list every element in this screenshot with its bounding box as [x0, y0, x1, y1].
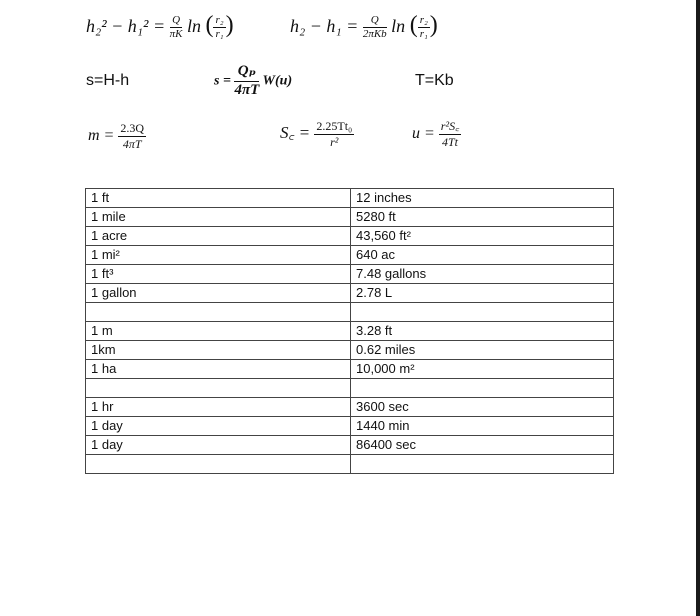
- formula-lhs: s =: [214, 73, 231, 89]
- fraction: $\frac{\text{r²S꜀}}{4Tt}$: [440, 119, 460, 149]
- table-cell-right: [351, 379, 614, 398]
- table-cell-right: [351, 455, 614, 474]
- table-cell-right: 3.28 ft: [351, 322, 614, 341]
- page-edge-border: [696, 0, 700, 616]
- table-row-spacer: [86, 379, 614, 398]
- table-cell-right: 1440 min: [351, 417, 614, 436]
- formula-lhs: m =: [88, 126, 115, 144]
- formula-drawdown: s=H-h: [86, 72, 130, 89]
- formula-confined-radial: h₂² − h₁² = $\frac{Q}{\pi K}$ ln ( $\frac{\text{r₂}}{\text{r₁}}$ ): [86, 12, 234, 41]
- table-row: [86, 322, 614, 341]
- table-cell-right: 7.48 gallons: [351, 265, 614, 284]
- table-cell-left: 1 hr: [86, 398, 351, 417]
- table-cell-left: [86, 303, 351, 322]
- formula-storativity: [280, 120, 354, 148]
- table-cell-right: [351, 303, 614, 322]
- formula-lhs: S꜀ =: [280, 123, 311, 142]
- table-cell-right: 5280 ft: [351, 208, 614, 227]
- table-cell-left: 1 day: [86, 436, 351, 455]
- table-cell-left: 1 ft: [86, 189, 351, 208]
- fraction: $\frac{Q}{\pi K}$: [169, 13, 183, 41]
- table-cell-right: 0.62 miles: [351, 341, 614, 360]
- table-cell-right: 2.78 L: [351, 284, 614, 303]
- formula-lhs: h₂ − h₁ =: [290, 16, 359, 36]
- table-row: [86, 341, 614, 360]
- fraction: $\frac{\text{Qₚ}}{4\pi T}$: [234, 63, 260, 98]
- table-row: [86, 265, 614, 284]
- table-row: [86, 246, 614, 265]
- table-row: [86, 417, 614, 436]
- table-row: [86, 398, 614, 417]
- formula-transmissivity: T=Kb: [415, 72, 454, 89]
- table-cell-right: 3600 sec: [351, 398, 614, 417]
- fraction: $\frac{2.3Q}{4\pi T}$: [120, 121, 145, 151]
- table-cell-right: 640 ac: [351, 246, 614, 265]
- table-row: [86, 360, 614, 379]
- table-row-spacer: [86, 303, 614, 322]
- fraction: $\frac{\text{2.25Tt₀}}{\text{r²}}$: [316, 119, 353, 149]
- table-cell-left: 1 acre: [86, 227, 351, 246]
- ln-fraction: $\frac{\text{r₂}}{\text{r₁}}$: [419, 13, 428, 41]
- table-cell-left: 1 gallon: [86, 284, 351, 303]
- fraction: $\frac{Q}{\text{2πKb}}$: [362, 13, 387, 41]
- formula-unconfined-radial: h₂ − h₁ = $\frac{Q}{\text{2πKb}}$ ln ( $\frac{\text{r₂}}{\text{r₁}}$ ): [290, 12, 438, 41]
- table-row: [86, 436, 614, 455]
- table-row: [86, 284, 614, 303]
- formula-u: [412, 120, 461, 148]
- table-row-spacer: [86, 455, 614, 474]
- table-cell-right: 10,000 m²: [351, 360, 614, 379]
- table-cell-left: 1 ft³: [86, 265, 351, 284]
- table-cell-right: 12 inches: [351, 189, 614, 208]
- table-cell-left: [86, 455, 351, 474]
- table-cell-left: 1km: [86, 341, 351, 360]
- table-cell-right: 43,560 ft²: [351, 227, 614, 246]
- formula-slope: [88, 122, 146, 150]
- table-cell-left: 1 day: [86, 417, 351, 436]
- formula-theis: s = $\frac{\text{Qₚ}}{4\pi T}$ W(u): [214, 63, 293, 98]
- table-row: [86, 227, 614, 246]
- formula-lhs: u =: [412, 124, 435, 142]
- table-cell-left: 1 mile: [86, 208, 351, 227]
- table-cell-left: 1 ha: [86, 360, 351, 379]
- table-row: [86, 208, 614, 227]
- table-cell-left: 1 m: [86, 322, 351, 341]
- unit-conversion-table: [85, 188, 614, 474]
- table-cell-right: 86400 sec: [351, 436, 614, 455]
- ln-fraction: $\frac{\text{r₂}}{\text{r₁}}$: [215, 13, 224, 41]
- table-row: [86, 189, 614, 208]
- table-cell-left: 1 mi²: [86, 246, 351, 265]
- formula-lhs: h₂² − h₁² =: [86, 16, 166, 36]
- table-cell-left: [86, 379, 351, 398]
